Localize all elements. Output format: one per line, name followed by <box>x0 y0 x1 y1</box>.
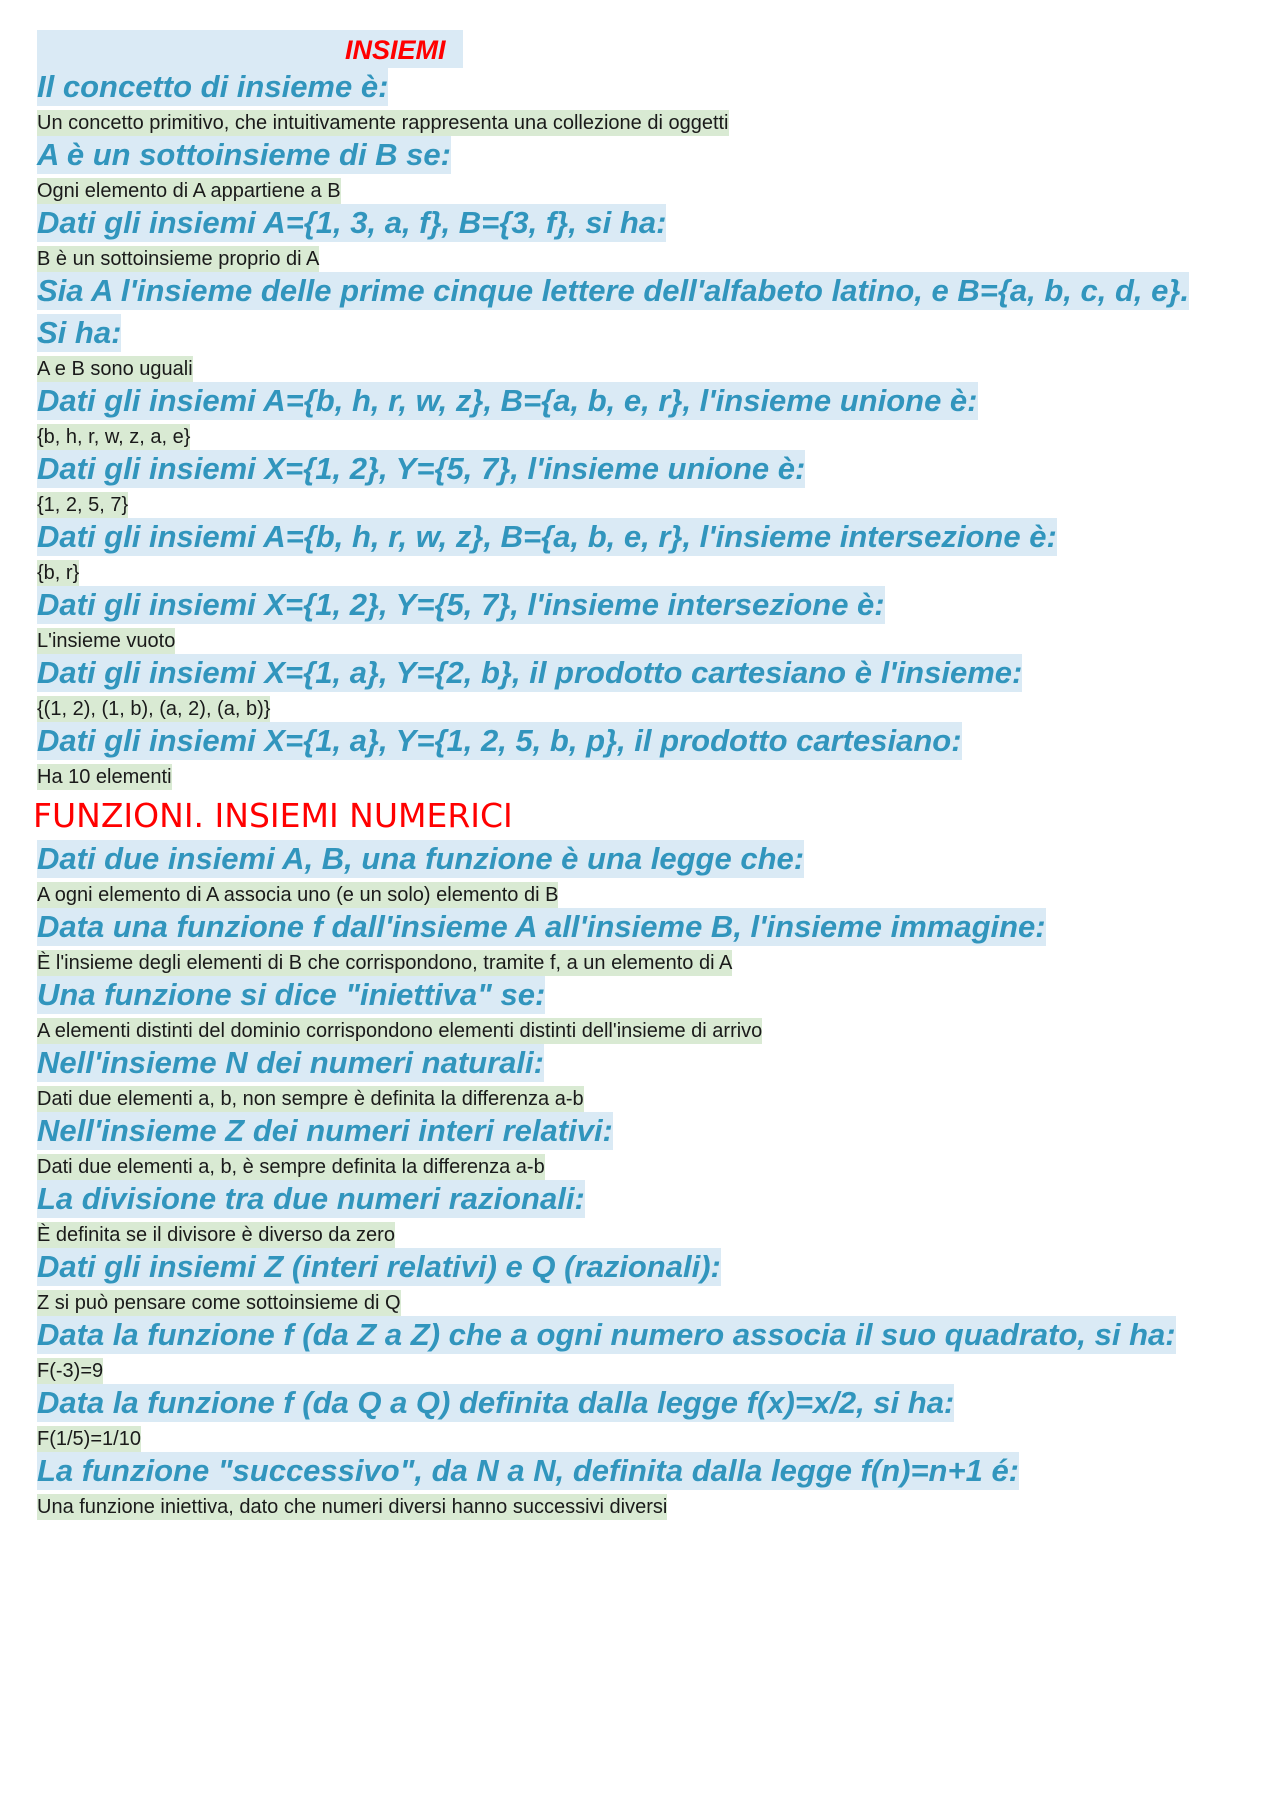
answer: Dati due elementi a, b, è sempre definita la differenza a-b <box>37 1156 545 1178</box>
answer-row <box>37 246 1280 272</box>
question: Dati gli insiemi A={b, h, r, w, z}, B={a, b, e, r}, l'insieme intersezione è: <box>37 519 1057 554</box>
question-row <box>37 654 1280 696</box>
question: Una funzione si dice "iniettiva" se: <box>37 977 546 1012</box>
question: Nell'insieme N dei numeri naturali: <box>37 1045 544 1080</box>
question: Dati gli insiemi A={b, h, r, w, z}, B={a, b, e, r}, l'insieme unione è: <box>37 383 978 418</box>
answer: {b, r} <box>37 562 80 584</box>
question-row <box>37 586 1280 628</box>
question: Sia A l'insieme delle prime cinque lettere dell'alfabeto latino, e B={a, b, c, d, e}. <box>37 273 1190 308</box>
answer-row <box>37 492 1280 518</box>
question-row <box>37 204 1280 246</box>
answer: Ogni elemento di A appartiene a B <box>37 180 341 202</box>
answer-row <box>37 178 1280 204</box>
answer: {b, h, r, w, z, a, e} <box>37 426 191 448</box>
answer-row <box>37 1086 1280 1112</box>
question: Dati gli insiemi Z (interi relativi) e Q (razionali): <box>37 1249 721 1284</box>
question-row <box>37 450 1280 492</box>
question: Il concetto di insieme è: <box>37 69 389 104</box>
answer: A elementi distinti del dominio corrispondono elementi distinti dell'insieme di arrivo <box>37 1020 763 1042</box>
answer: Un concetto primitivo, che intuitivamente rappresenta una collezione di oggetti <box>37 112 729 134</box>
answer: F(-3)=9 <box>37 1360 104 1382</box>
answer: È l'insieme degli elementi di B che corrispondono, tramite f, a un elemento di A <box>37 952 733 974</box>
question-row <box>37 68 1280 110</box>
question: Data la funzione f (da Z a Z) che a ogni numero associa il suo quadrato, si ha: <box>37 1317 1176 1352</box>
question-row <box>37 1452 1280 1494</box>
question-row <box>37 1180 1280 1222</box>
question: Dati gli insiemi X={1, 2}, Y={5, 7}, l'insieme intersezione è: <box>37 587 885 622</box>
answer-row <box>37 950 1280 976</box>
question: Dati gli insiemi A={1, 3, a, f}, B={3, f}, si ha: <box>37 205 667 240</box>
question-row <box>37 722 1280 764</box>
question-row <box>37 382 1280 424</box>
answer-row <box>37 1154 1280 1180</box>
question: Dati gli insiemi X={1, 2}, Y={5, 7}, l'insieme unione è: <box>37 451 806 486</box>
question-row-continued <box>37 314 1280 356</box>
question-row <box>37 1248 1280 1290</box>
question: Dati gli insiemi X={1, a}, Y={2, b}, il prodotto cartesiano è l'insieme: <box>37 655 1023 690</box>
title-bar <box>37 30 463 68</box>
question-row <box>37 908 1280 950</box>
question-row <box>37 976 1280 1018</box>
question-row <box>37 840 1280 882</box>
question-row <box>37 272 1280 314</box>
answer-row <box>37 882 1280 908</box>
answer-row <box>37 764 1280 790</box>
answer-row <box>37 1222 1280 1248</box>
answer-row <box>37 1290 1280 1316</box>
question-row <box>37 1316 1280 1358</box>
answer: {1, 2, 5, 7} <box>37 494 129 516</box>
answer-row <box>37 696 1280 722</box>
answer-row <box>37 1358 1280 1384</box>
answer-row <box>37 1426 1280 1452</box>
page-title: INSIEMI <box>345 35 446 65</box>
question-row <box>37 1384 1280 1426</box>
section-title: FUNZIONI. INSIEMI NUMERICI <box>33 796 513 835</box>
answer-row <box>37 560 1280 586</box>
answer: A e B sono uguali <box>37 358 193 380</box>
question: La funzione "successivo", da N a N, definita dalla legge f(n)=n+1 é: <box>37 1453 1020 1488</box>
question-continued: Si ha: <box>37 315 122 350</box>
question: La divisione tra due numeri razionali: <box>37 1181 585 1216</box>
question: Data la funzione f (da Q a Q) definita dalla legge f(x)=x/2, si ha: <box>37 1385 955 1420</box>
answer-row <box>37 424 1280 450</box>
answer-row <box>37 628 1280 654</box>
question-row <box>37 518 1280 560</box>
question-row <box>37 136 1280 178</box>
answer: B è un sottoinsieme proprio di A <box>37 248 320 270</box>
question: Dati gli insiemi X={1, a}, Y={1, 2, 5, b, p}, il prodotto cartesiano: <box>37 723 962 758</box>
section-funzioni <box>37 840 1280 1520</box>
answer: A ogni elemento di A associa uno (e un solo) elemento di B <box>37 884 559 906</box>
answer: Z si può pensare come sottoinsieme di Q <box>37 1292 401 1314</box>
question-row <box>37 1112 1280 1154</box>
answer-row <box>37 356 1280 382</box>
answer: {(1, 2), (1, b), (a, 2), (a, b)} <box>37 698 271 720</box>
answer-row <box>37 1018 1280 1044</box>
answer: Dati due elementi a, b, non sempre è definita la differenza a-b <box>37 1088 584 1110</box>
question: Data una funzione f dall'insieme A all'insieme B, l'insieme immagine: <box>37 909 1046 944</box>
question: Nell'insieme Z dei numeri interi relativi: <box>37 1113 613 1148</box>
answer: F(1/5)=1/10 <box>37 1428 141 1450</box>
answer: È definita se il divisore è diverso da zero <box>37 1224 395 1246</box>
answer-row <box>37 110 1280 136</box>
question-row <box>37 1044 1280 1086</box>
question: A è un sottoinsieme di B se: <box>37 137 451 172</box>
section-insiemi <box>37 68 1280 790</box>
answer: L'insieme vuoto <box>37 630 176 652</box>
answer: Una funzione iniettiva, dato che numeri diversi hanno successivi diversi <box>37 1496 668 1518</box>
answer-row <box>37 1494 1280 1520</box>
question: Dati due insiemi A, B, una funzione è una legge che: <box>37 841 805 876</box>
answer: Ha 10 elementi <box>37 766 172 788</box>
